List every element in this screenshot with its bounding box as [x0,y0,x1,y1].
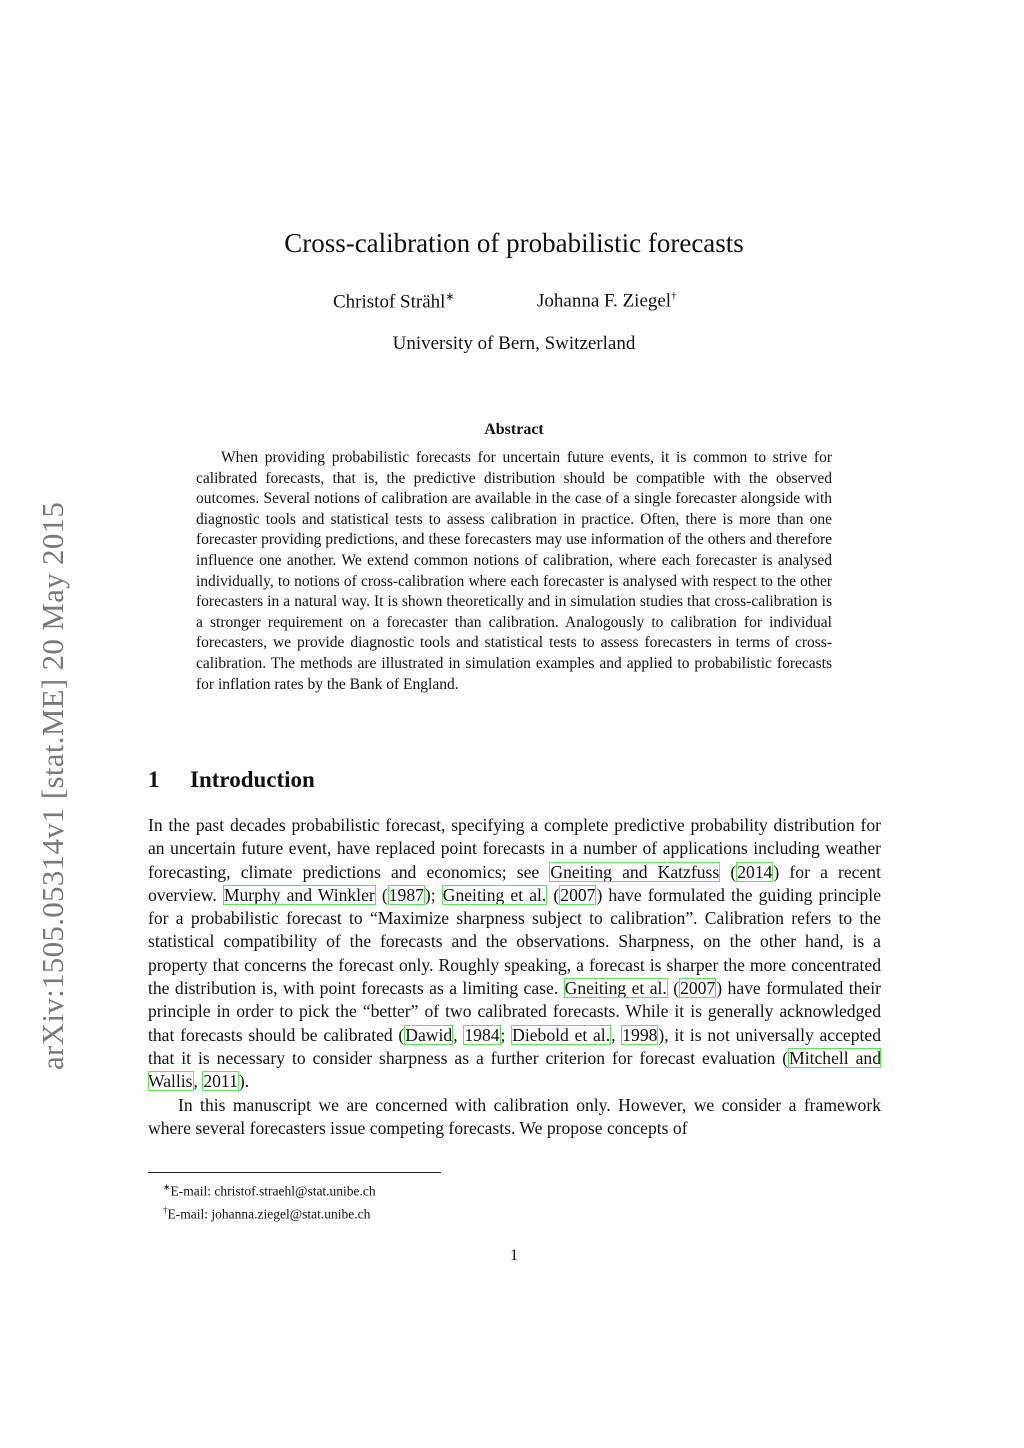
text-run: ( [547,884,560,905]
author-2-name: Johanna F. Ziegel [537,290,672,312]
section-title: Introduction [190,767,315,792]
author-list [0,290,1024,320]
footnote-2-mark: † [163,1204,168,1215]
citation-year-link[interactable]: 1987 [388,884,424,905]
footnote-2-text: E-mail: johanna.ziegel@stat.unibe.ch [167,1206,371,1221]
citation-year-link[interactable]: 2014 [737,861,773,882]
text-run: , [611,1024,622,1045]
citation-year-link[interactable]: 1998 [622,1024,658,1045]
text-run: ). [238,1071,250,1092]
paper-title: Cross-calibration of probabilistic forecasts [284,228,744,258]
citation-link[interactable]: Gneiting et al. [564,978,667,999]
author-1-footnote-mark[interactable]: ∗ [445,291,455,303]
paragraph-2: In this manuscript we are concerned with calibration only. However, we consider a framework where several forecasters issue competing forecasts. We propose concepts of [148,1094,881,1138]
citation-link[interactable]: Mitchell and Wallis [148,1047,881,1092]
footnote-1-mark: ∗ [163,1182,171,1192]
text-run: In the past decades probabilistic forecast, specifying a complete predictive probability distribution for an uncertain future event, have replaced point forecasts in a number of applications including weather forecasting, climate predictions and economics; see [148,815,881,882]
abstract-heading: Abstract [484,421,544,438]
citation-link[interactable]: Gneiting et al. [442,884,547,905]
citation-link[interactable]: Dawid [405,1024,453,1045]
section-number: 1 [148,767,160,792]
text-run: ) have formulated their principle in order to pick the “better” of two calibrated forecasts. While it is generally acknowledged that forecasts should be calibrated ( [148,978,881,1045]
text-run: ) have formulated the guiding principle for a probabilistic forecast to “Maximize sharpness subject to calibration”. Calibration refers to the statistical compatibility of the forecasts and the observations. Sharpness, on the other hand, is a property that concerns the forecast only. Roughly speaking, a forecast is sharper the more concentrated the distribution is, with point forecasts as a limiting case. [148,884,881,999]
text-run: , [193,1071,203,1092]
text-run: ( [720,861,737,882]
citation-year-link[interactable]: 2007 [560,884,596,905]
citation-year-link[interactable]: 2011 [203,1071,238,1092]
author-2-footnote-mark[interactable]: † [671,290,677,302]
citation-year-link[interactable]: 1984 [464,1024,500,1045]
text-run: ), it is not universally accepted that it is necessary to consider sharpness as a further criterion for forecast evaluation ( [148,1024,882,1068]
footnote-1-text: E-mail: christof.straehl@stat.unibe.ch [170,1183,376,1199]
text-run: ); [424,884,442,905]
footnotes [163,1178,376,1223]
citation-link[interactable]: Gneiting and Katzfuss [550,861,720,882]
author-2 [537,290,677,312]
footnote-2 [163,1201,376,1224]
author-1 [333,290,455,313]
text-run: ; [500,1024,512,1045]
section-heading [148,767,315,793]
text-run: ( [667,978,680,999]
introduction-body [148,814,881,1140]
author-1-name: Christof Strähl [333,291,446,313]
footnote-divider [148,1172,441,1173]
footnote-1 [163,1178,376,1201]
arxiv-identifier-stamp: arXiv:1505.05314v1 [stat.ME] 20 May 2015 [35,501,70,1070]
text-run: , [453,1024,464,1045]
citation-year-link[interactable]: 2007 [680,978,716,999]
citation-link[interactable]: Murphy and Winkler [223,884,375,905]
paragraph-1 [148,814,881,1094]
text-run: ) for a recent overview. [148,861,881,905]
page-number: 1 [510,1247,518,1264]
affiliation: University of Bern, Switzerland [392,333,636,354]
citation-link[interactable]: Diebold et al. [512,1024,611,1045]
abstract-text: When providing probabilistic forecasts for uncertain future events, it is common to strive for calibrated forecasts, that is, the predictive distribution should be compatible with the observed outcomes. Several notions of calibration are available in the case of a single forecaster alongside with diagnostic tools and statistical tests to assess calibration in practice. Often, there is more than one forecaster providing predictions, and these forecasters may use information of the others and therefore influence one another. We extend common notions of calibration, where each forecaster is analysed individually, to notions of cross-calibration where each forecaster is analysed with respect to the other forecasters in a natural way. It is shown theoretically and in simulation studies that cross-calibration is a stronger requirement on a forecaster than calibration. Analogously to calibration for individual forecasters, we provide diagnostic tools and statistical tests to assess forecasters in terms of cross-calibration. The methods are illustrated in simulation examples and applied to probabilistic forecasts for inflation rates by the Bank of England. [196,449,832,693]
text-run: ( [375,884,388,905]
